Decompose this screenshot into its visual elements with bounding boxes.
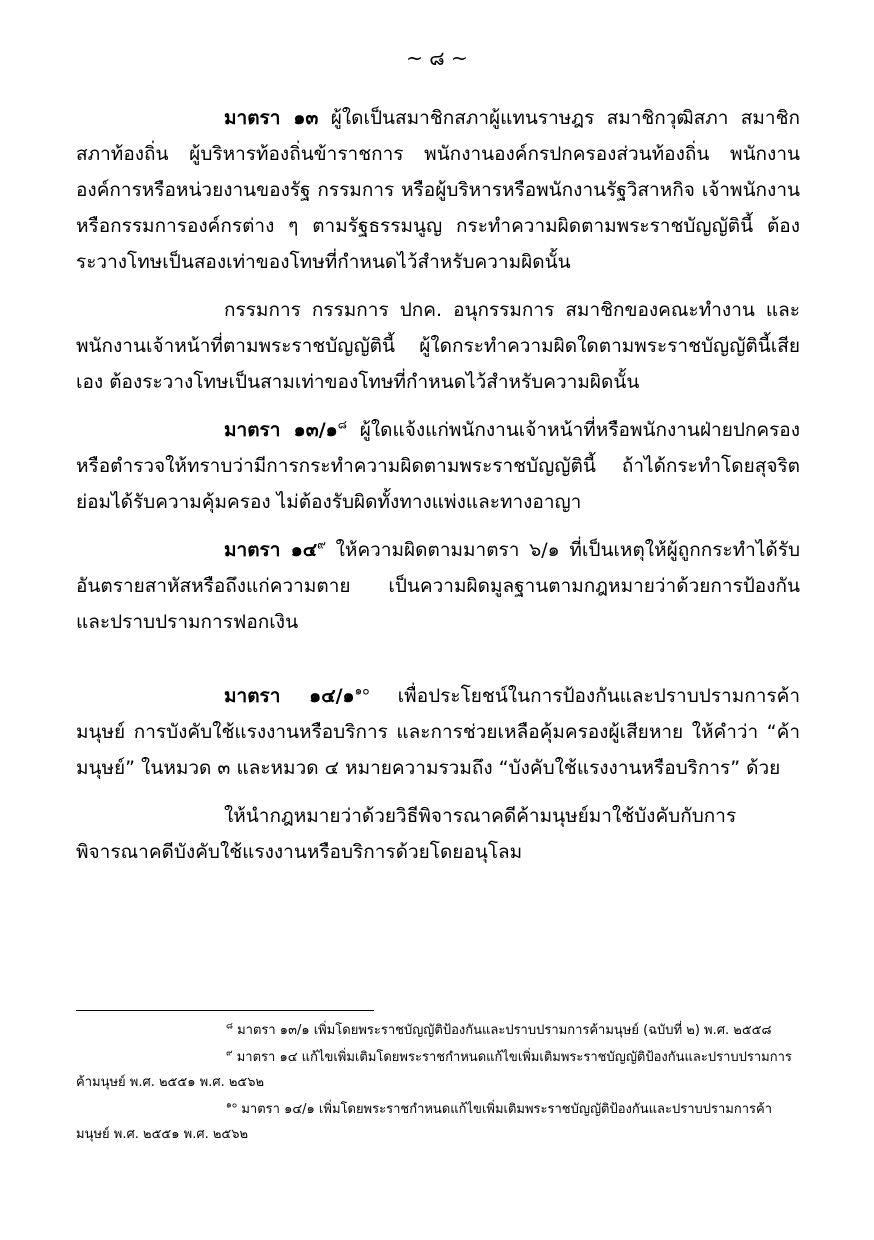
- section-heading: มาตรา ๑๓: [224, 107, 319, 129]
- footnote-text: มาตรา ๑๓/๑ เพิ่มโดยพระราชบัญญัติป้องกันและปราบปรามการค้ามนุษย์ (ฉบับที่ ๒) พ.ศ. ๒๕๕๘: [232, 1023, 772, 1038]
- footnote-ref: ๑๐: [354, 683, 370, 698]
- section-heading: มาตรา ๑๔/๑: [224, 685, 355, 707]
- footnote-text: มาตรา ๑๔ แก้ไขเพิ่มเติมโดยพระราชกำหนดแก้ไขเพิ่มเติมพระราชบัญญัติป้องกันและปราบปรามการค้ามนุษย์ พ.ศ. ๒๕๕๑ พ.ศ. ๒๕๖๒: [76, 1050, 792, 1090]
- section-13-paragraph: [76, 100, 800, 280]
- section-14-paragraph: [76, 532, 800, 640]
- page-number: ~ ๘ ~: [406, 46, 468, 70]
- section-13-1-paragraph: [76, 412, 800, 520]
- footnote-mark: ๘: [226, 1021, 233, 1032]
- footnote: [76, 1045, 800, 1095]
- section-13-second-paragraph: [76, 292, 800, 400]
- section-14-1-paragraph: [76, 678, 800, 786]
- section-heading: มาตรา ๑๔: [224, 539, 318, 561]
- footnote-mark: ๑๐: [226, 1100, 238, 1111]
- paragraph-text: ผู้ใดแจ้งแก่พนักงานเจ้าหน้าที่หรือพนักงานฝ่ายปกครองหรือตำรวจให้ทราบว่ามีการกระทำความผิดตามพระราชบัญญัตินี้ ถ้าได้กระทำโดยสุจริตย่อมได้รับความคุ้มครอง ไม่ต้องรับผิดทั้งทางแพ่งและทางอาญา: [76, 419, 800, 513]
- paragraph-text: ผู้ใดเป็นสมาชิกสภาผู้แทนราษฎร สมาชิกวุฒิสภา สมาชิกสภาท้องถิ่น ผู้บริหารท้องถิ่นข้าราชการ พนักงานองค์กรปกครองส่วนท้องถิ่น พนักงานองค์การหรือหน่วยงานของรัฐ กรรมการ หรือผู้บริหารหรือพนักงานรัฐวิสาหกิจ เจ้าพนักงาน หรือกรรมการองค์กรต่าง ๆ ตามรัฐธรรมนูญ กระทำความผิดตามพระราชบัญญัตินี้ ต้องระวางโทษเป็นสองเท่าของโทษที่กำหนดไว้สำหรับความผิดนั้น: [76, 107, 800, 273]
- body-text: [76, 100, 800, 882]
- footnote: [76, 1097, 800, 1147]
- footnote-divider: [76, 1010, 374, 1011]
- footnote-mark: ๙: [226, 1048, 233, 1059]
- section-heading: มาตรา ๑๓/๑: [224, 419, 338, 441]
- section-14-1-second-paragraph: [76, 798, 800, 870]
- paragraph-text: ให้ความผิดตามมาตรา ๖/๑ ที่เป็นเหตุให้ผู้ถูกกระทำได้รับอันตรายสาหัสหรือถึงแก่ความตาย เป็นความผิดมูลฐานตามกฎหมายว่าด้วยการป้องกันและปราบปรามการฟอกเงิน: [76, 539, 801, 633]
- paragraph-text: กรรมการ กรรมการ ปกค. อนุกรรมการ สมาชิกของคณะทำงาน และพนักงานเจ้าหน้าที่ตามพระราชบัญญัตินี้ ผู้ใดกระทำความผิดใดตามพระราชบัญญัตินี้เสียเอง ต้องระวางโทษเป็นสามเท่าของโทษที่กำหนดไว้สำหรับความผิดนั้น: [76, 299, 800, 393]
- footnote-ref: ๙: [317, 537, 326, 552]
- footnotes: [76, 1018, 800, 1149]
- footnote-text: มาตรา ๑๔/๑ เพิ่มโดยพระราชกำหนดแก้ไขเพิ่มเติมพระราชบัญญัติป้องกันและปราบปรามการค้ามนุษย์ พ.ศ. ๒๕๕๑ พ.ศ. ๒๕๖๒: [76, 1102, 772, 1142]
- footnote: [76, 1018, 800, 1043]
- paragraph-text: เพื่อประโยชน์ในการป้องกันและปราบปรามการค้ามนุษย์ การบังคับใช้แรงงานหรือบริการ และการช่วยเหลือคุ้มครองผู้เสียหาย ให้คำว่า “ค้ามนุษย์” ในหมวด ๓ และหมวด ๔ หมายความรวมถึง “บังคับใช้แรงงานหรือบริการ” ด้วย: [76, 685, 800, 779]
- footnote-ref: ๘: [337, 417, 347, 432]
- paragraph-text: ให้นำกฎหมายว่าด้วยวิธีพิจารณาคดีค้ามนุษย์มาใช้บังคับกับการพิจารณาคดีบังคับใช้แรงงานหรือบริการด้วยโดยอนุโลม: [76, 805, 737, 863]
